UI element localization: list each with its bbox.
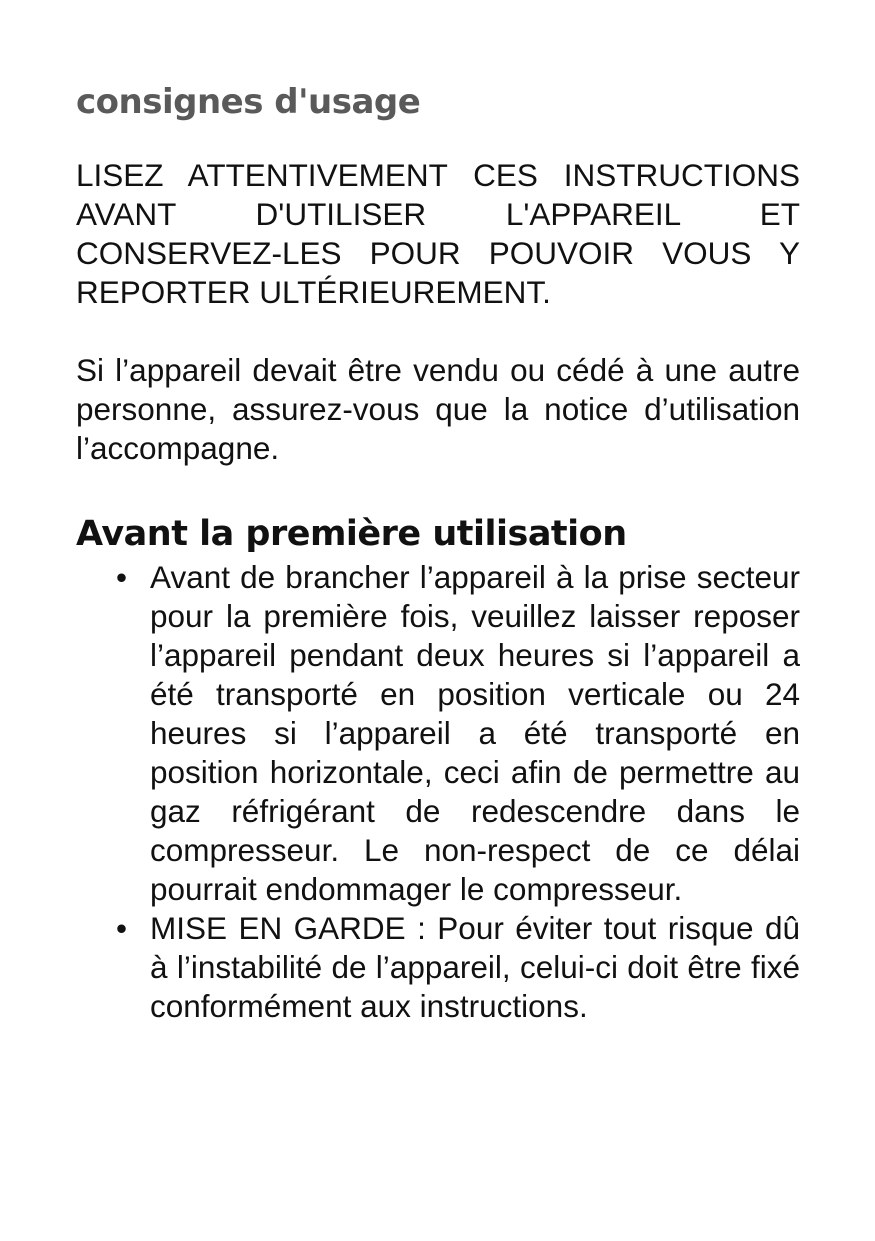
transfer-notice: Si l’appareil devait être vendu ou cédé à une autre personne, assurez-vous que la notice d’utilisation l’accompagne. [76, 352, 800, 466]
before-first-use-heading: Avant la première utilisation [76, 514, 627, 554]
read-instructions-warning: LISEZ ATTENTIVEMENT CES INSTRUCTIONS AVANT D'UTILISER L'APPAREIL ET CONSERVEZ-LES POUR POUVOIR VOUS Y REPORTER ULTÉRIEUREMENT. [76, 157, 800, 310]
list-item [76, 558, 800, 909]
before-first-use-list [76, 558, 800, 1026]
bullet-icon: • [116, 910, 128, 946]
list-item-text: MISE EN GARDE : Pour éviter tout risque dû à l’instabilité de l’appareil, celui-ci doit être fixé conformément aux instructions. [150, 910, 800, 1024]
bullet-icon: • [116, 559, 128, 595]
document-page [76, 78, 800, 1026]
list-item-text: Avant de brancher l’appareil à la prise secteur pour la première fois, veuillez laisser reposer l’appareil pendant deux heures si l’appareil a été transporté en position verticale ou 24 heures si l’appareil a été transporté en position horizontale, ceci afin de permettre au gaz réfrigérant de redescendre dans le compresseur. Le non-respect de ce délai pourrait endommager le compresseur. [150, 559, 800, 907]
section-title: consignes d'usage [76, 82, 421, 122]
list-item [76, 909, 800, 1026]
